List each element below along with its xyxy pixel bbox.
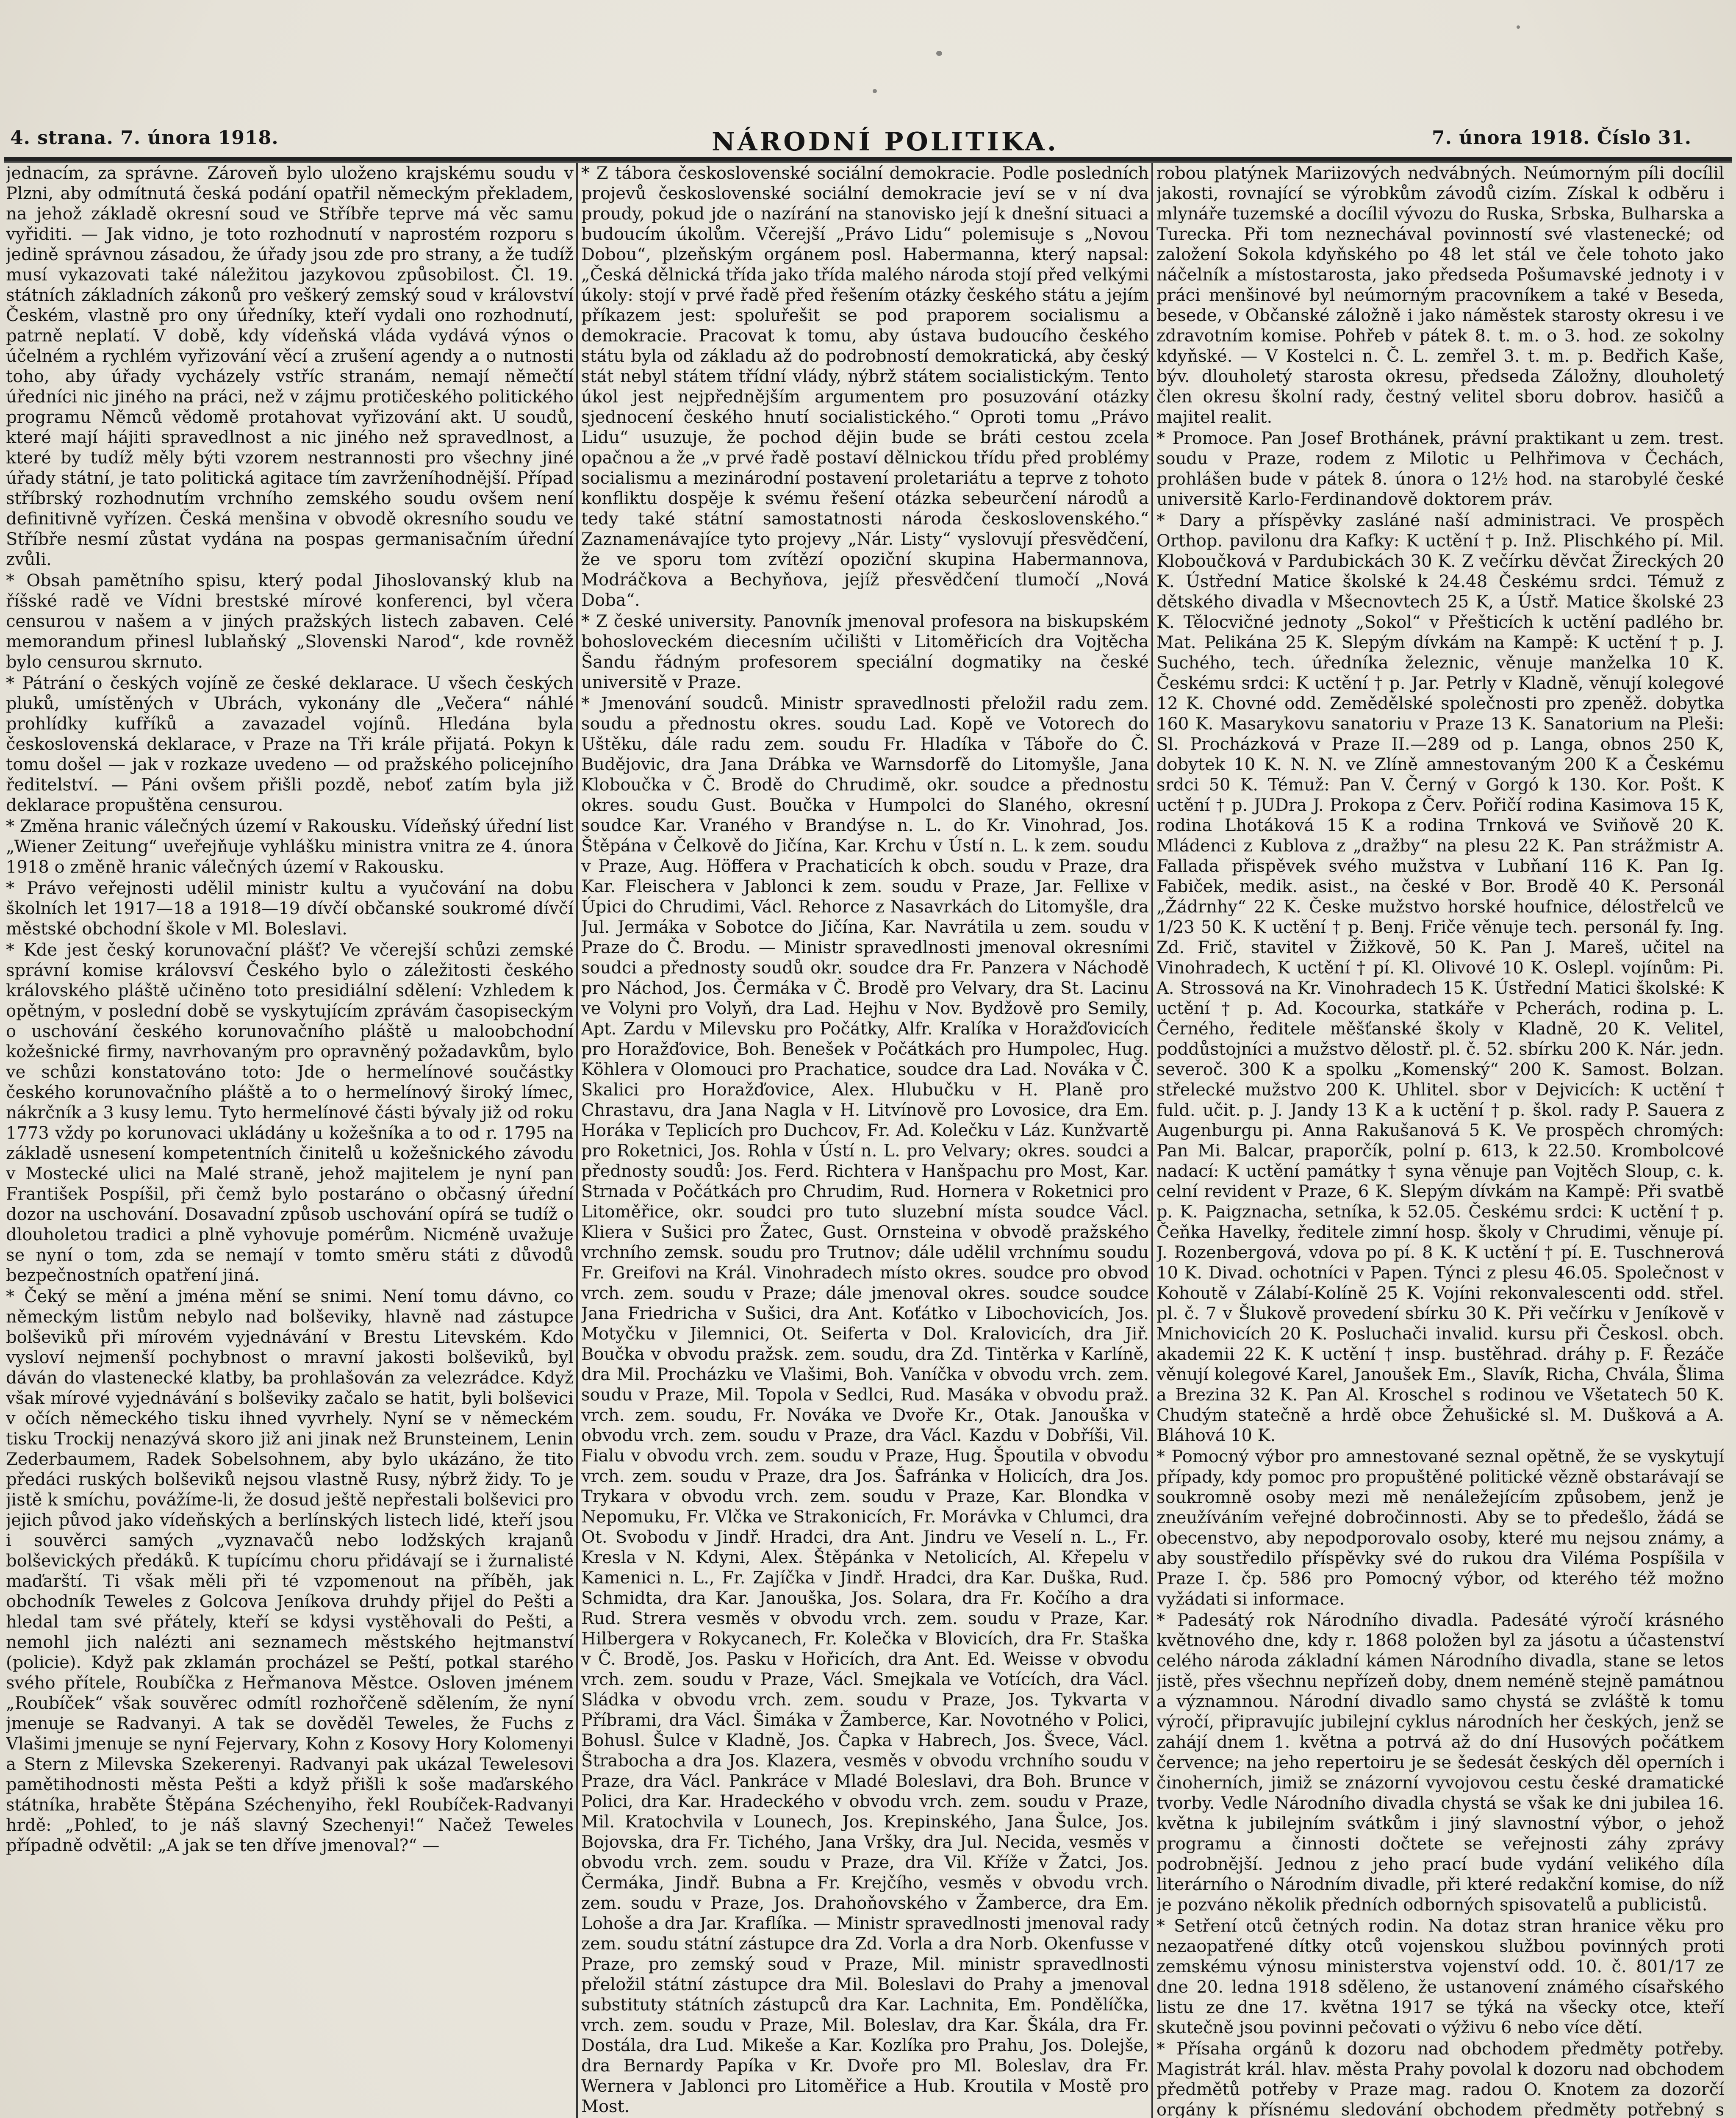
- article-paragraph: * Obsah pamětního spisu, který podal Jihoslovanský klub na říšské radě ve Vídni brestské mírové konferenci, byl včera censurou v našem a v jiných pražských listech zabaven. Celé memorandum přinesl lublaňský „Slovenski Narod“, kde rovněž bylo censurou skrnuto.: [6, 571, 574, 672]
- article-paragraph: * Setření otců četných rodin. Na dotaz stran hranice věku pro nezaopatřené dítky otců vojenskou službou povinných proti zemskému výnosu ministerstva vojenství odd. 10. č. 801/17 ze dne 20. ledna 1918 sděleno, že ustanovení známého císařského listu ze dne 17. května 1917 se týká na všecky otce, kteří skutečně jsou povinni pečovati o výživu 6 nebo více dětí.: [1156, 1916, 1724, 2038]
- article-paragraph: * Dary a příspěvky zasláné naší administraci. Ve prospěch Orthop. pavilonu dra Kafky: K uctění † p. Inž. Plischkého pí. Mil. Kloboučková v Pardubickách 30 K. Z večírku děvčat Žireckých 20 K. Ústřední Matice školské k 24.48 Českému srdci. Témuž z dětského divadla v Mšecnovtech 25 K, a Ústř. Matice školské 23 K. Tělocvičné jednoty „Sokol“ v Přešticích k uctění padlého br. Mat. Pelikána 25 K. Slepým dívkám na Kampě: K uctění † p. J. Suchého, tech. úředníka železnic, věnuje manželka 10 K. Českému srdci: K uctění † p. Jar. Petrly v Kladně, věnují kolegové 12 K. Chovné odd. Zemědělské společnosti pro zpeněž. dobytka 160 K. Masarykovu sanatoriu v Praze 13 K. Sanatorium na Pleši: Sl. Procházková v Praze II.—289 od p. Langa, obnos 250 K, dobytek 10 K. N. N. ve Zlíně amnestovaným 200 K a Českému srdci 50 K. Témuž: Pan V. Černý v Gorgó k 130. Kor. Pošt. K uctění † p. JUDra J. Prokopa z Červ. Pořičí rodina Kasimova 15 K, rodina Lhotáková 15 K a rodina Trnková ve Sviňově 20 K. Mládenci z Kublova z „dražby“ na plesu 22 K. Pan strážmistr A. Fallada přispěvek svého mužstva v Lubňaní 116 K. Pan Ig. Fabiček, medik. asist., na české v Bor. Brodě 40 K. Personál „Žádrnhy“ 22 K. Česke mužstvo horské houfnice, délostřelců ve 1/23 50 K. K uctění † p. Benj. Friče věnuje tech. personál fy. Ing. Zd. Frič, stavitel v Žižkově, 50 K. Pan J. Mareš, učitel na Vinohradech, K uctění † pí. Kl. Olivové 10 K. Oslepl. vojínům: Pi. A. Strossová na Kr. Vinohradech 15 K. Ústřední Matici školské: K uctění † p. Ad. Kocourka, statkáře v Pcherách, rodina p. L. Černého, ředitele měšťanské školy v Kladně, 20 K. Velitel, poddůstojníci a mužstvo dělostř. pl. č. 52. sbírku 200 K. Nár. jedn. severoč. 300 K a spolku „Komenský“ 200 K. Samost. Bolzan. střelecké mužstvo 200 K. Uhlitel. sbor v Dejvicích: K uctění † fuld. učit. p. J. Jandy 13 K a k uctění † p. škol. rady P. Sauera z Augenburgu pi. Anna Rakušanová 5 K. Ve prospěch chromých: Pan Mi. Balcar, praporčík, polní p. 613, k 22.50. Krombolcové nadací: K uctění památky † syna věnuje pan Vojtěch Sloup, c. k. celní revident v Praze, 6 K. Slepým dívkám na Kampě: Při svatbě p. K. Paigznacha, setníka, k 52.05. Českému srdci: K uctění † p. Čeňka Havelky, ředitele zimní hosp. školy v Chrudimi, věnuje pí. J. Rozenbergová, vdova po pí. 8 K. K uctění † pí. E. Tuschnerová 10 K. Divad. ochotníci v Papen. Týnci z plesu 46.05. Společnost v Kohoutě v Zálabí-Kolíně 25 K. Vojíni rekonvalescenti odd. střel. pl. č. 7 v Šlukově provedení sbírku 30 K. Při večírku v Jeníkově v Mnichovicích 20 K. Posluchači invalid. kursu při Českosl. obch. akademii 22 K. K uctění † insp. bustěhrad. dráhy p. F. Řezáče věnují kolegové Karel, Janoušek Em., Slavík, Richa, Chvála, Šlima a Brezina 32 K. Pan Al. Kroschel s rodinou ve Všetatech 50 K. Chudým statečně a hrdě obce Žehušické sl. M. Dušková a A. Bláhová 10 K.: [1156, 510, 1724, 1446]
- page-number-date: 4. strana. 7. února 1918.: [10, 127, 279, 149]
- article-paragraph: * Právo veřejnosti udělil ministr kultu a vyučování na dobu školních let 1917—18 a 1918—19 dívčí občanské soukromé dívčí městské obchodní škole v Ml. Boleslavi.: [6, 878, 574, 939]
- article-paragraph: * Z české university. Panovník jmenoval profesora na biskupském bohosloveckém diecesním učilišti v Litoměřicích dra Vojtěcha Šandu řádným profesorem speciální dogmatiky na české universitě v Praze.: [581, 611, 1149, 693]
- article-paragraph: * Pátrání o českých vojíně ze české deklarace. U všech českých pluků, umístěných v Ubrách, vykonány dle „Večera“ náhlé prohlídky kufříků a zavazadel vojínů. Hledána byla československá deklarace, v Praze na Tři krále přijatá. Pokyn k tomu došel — jak v rozkaze uvedeno — od pražského policejního ředitelství. — Páni ovšem přišli pozdě, neboť zatím byla již deklarace propuštěna censurou.: [6, 673, 574, 815]
- article-paragraph: * Z tábora československé sociální demokracie. Podle posledních projevů československé sociální demokracie jeví se v ní dva proudy, pokud jde o nazírání na stanovisko její k dnešní situaci a budoucím úkolům. Včerejší „Právo Lidu“ polemisuje s „Novou Dobou“, plzeňským orgánem posl. Habermanna, který napsal: „Česká dělnická třída jako třída malého národa stojí před velkými úkoly: stojí v prvé řadě před řešením otázky českého státu a jejím příkazem jest: spoluřešit se pod praporem socialismu a demokracie. Pracovat k tomu, aby ústava budoucího českého státu byla od základu až do podrobností demokratická, aby český stát nebyl státem třídní vlády, nýbrž státem socialistickým. Tento úkol jest nejpřednějším argumentem pro posuzování otázky sjednocení českého hnutí socialistického.“ Oproti tomu „Právo Lidu“ usuzuje, že pochod dějin bude se bráti cestou zcela opačnou a že „v prvé řadě postaví dělnickou třídu před problémy socialismu a mezinárodní postavení proletariátu a teprve z tohoto konfliktu dospěje k svému řešení otázka sebeurčení národů a tedy také státní samostatnosti národa československého.“ Zaznamenávajíce tyto projevy „Nár. Listy“ vyslovují přesvědčení, že ve sporu tom zvítězí opoziční skupina Habermannova, Modráčkova a Bechyňova, jejíž přesvědčení tlumočí „Nová Doba“.: [581, 163, 1149, 610]
- article-paragraph: * Promoce. Pan Josef Brothánek, právní praktikant u zem. trest. soudu v Praze, rodem z Milotic u Pelhřimova v Čechách, prohlášen bude v pátek 8. února o 12½ hod. na starobylé české universitě Karlo-Ferdinandově doktorem práv.: [1156, 428, 1724, 510]
- article-paragraph: jednacím, za správne. Zároveň bylo uloženo krajskému soudu v Plzni, aby odmítnutá česká podání opatřil německým překladem, na jehož základě okresní soud ve Stříbře teprve má věc samu vyřiditi. — Jak vidno, je toto rozhodnutí v naprostém rozporu s jedině správnou zásadou, že úřady jsou zde pro strany, a že tudíž musí vykazovati také náležitou jazykovou způsobilost. Čl. 19. státních základních zákonů pro veškerý zemský soud v království Českém, vlastně pro ony úředníky, kteří vydali ono rozhodnutí, patrně neplatí. V době, kdy vídeňská vláda vydává výnos o účelném a rychlém vyřizování věcí a zrušení agendy a o nutnosti toho, aby úřady vycházely vstříc stranám, nemají němečtí úředníci nic jiného na práci, než v zájmu protičeského politického programu Němců vědomě protahovat vyřizování akt. U soudů, které mají hájiti spravedlnost a nic jiného než spravedlnost, a které by tudíž měly býti vzorem nestrannosti pro všechny jiné úřady státní, je tato politická agitace tím zavrženíhodnější. Případ stříbrský rozhodnutím vrchního zemského soudu ovšem není definitivně vyřízen. Česká menšina v obvodě okresního soudu ve Stříbře nesmí zůstat vydána na pospas germanisačním úřední zvůli.: [6, 163, 574, 570]
- article-paragraph: * Jmenování soudců. Ministr spravedlnosti přeložil radu zem. soudu a přednostu okres. soudu Lad. Kopě ve Votorech do Uštěku, dále radu zem. soudu Fr. Hladíka v Táboře do Č. Budějovic, dra Jana Drábka ve Warnsdorfě do Litomyšle, Jana Kloboučka v Č. Brodě do Chrudimě, okr. soudce a přednostu okres. soudu Gust. Boučka v Humpolci do Slaného, okresní soudce Kar. Vraného v Brandýse n. L. do Kr. Vinohrad, Jos. Štěpána v Čelkově do Jičína, Kar. Krchu v Ústí n. L. k zem. soudu v Praze, Aug. Höffera v Prachaticích k obch. soudu v Praze, dra Kar. Fleischera v Jablonci k zem. soudu v Praze, Jar. Fellixe v Úpici do Chrudimi, Václ. Rehorce z Nasavrkách do Litomyšle, dra Jul. Jermáka v Sobotce do Jičína, Kar. Navrátila u zem. soudu v Praze do Č. Brodu. — Ministr spravedlnosti jmenoval okresními soudci a přednosty soudů okr. soudce dra Fr. Panzera v Náchodě pro Náchod, Jos. Čermáka v Č. Brodě pro Velvary, dra St. Lacinu ve Volyni pro Volyň, dra Lad. Hejhu v Nov. Bydžově pro Semily, Apt. Zardu v Milevsku pro Počátky, Alfr. Kralíka v Horažďovicích pro Horažďovice, Boh. Benešek v Počátkách pro Humpolec, Hug. Köhlera v Olomouci pro Prachatice, soudce dra Lad. Nováka v Č. Skalici pro Horažďovice, Alex. Hlubučku v H. Planě pro Chrastavu, dra Jana Nagla v H. Litvínově pro Lovosice, dra Em. Horáka v Teplicích pro Duchcov, Fr. Ad. Kolečku v Láz. Kunžvartě pro Roketnici, Jos. Rohla v Ústí n. L. pro Velvary; okres. soudci a přednosty soudů: Jos. Ferd. Richtera v Hanšpachu pro Most, Kar. Strnada v Počátkách pro Chrudim, Rud. Hornera v Roketnici pro Litoměřice, okr. soudci pro tuto sluzební místa soudce Václ. Kliera v Sušici pro Žatec, Gust. Ornsteina v obvodě pražského vrchního zemsk. soudu pro Trutnov; dále udělil vrchnímu soudu Fr. Greifovi na Král. Vinohradech místo okres. soudce pro obvod vrch. zem. soudu v Praze; dále jmenoval okres. soudce soudce Jana Friedricha v Sušici, dra Ant. Koťátko v Libochovicích, Jos. Motyčku v Jilemnici, Ot. Seiferta v Dol. Kralovicích, dra Jiř. Boučka v obvodu pražsk. zem. soudu, dra Zd. Tintěrka v Karlíně, dra Mil. Procházku ve Vlašimi, Boh. Vaníčka v obvodu vrch. zem. soudu v Praze, Mil. Topola v Sedlci, Rud. Masáka v obvodu praž. vrch. zem. soudu, Fr. Nováka ve Dvoře Kr., Otak. Janouška v obvodu vrch. zem. soudu v Praze, dra Václ. Kazdu v Dobříši, Vil. Fialu v obvodu vrch. zem. soudu v Praze, Hug. Špoutila v obvodu vrch. zem. soudu v Praze, dra Jos. Šafránka v Holicích, dra Jos. Trykara v obvodu vrch. zem. soudu v Praze, Kar. Blondka v Nepomuku, Fr. Vlčka ve Strakonicích, Fr. Morávka v Chlumci, dra Ot. Svobodu v Jindř. Hradci, dra Ant. Jindru ve Veselí n. L., Fr. Kresla v N. Kdyni, Alex. Štěpánka v Netolicích, Al. Křepelu v Kamenici n. L., Fr. Zajíčka v Jindř. Hradci, dra Kar. Duška, Rud. Schmidta, dra Kar. Janouška, Jos. Solara, dra Fr. Kočího a dra Rud. Strera vesměs v obvodu vrch. zem. soudu v Praze, Kar. Hilbergera v Rokycanech, Fr. Kolečka v Blovicích, dra Fr. Staška v Č. Brodě, Jos. Pasku v Hořicích, dra Ant. Ed. Weisse v obvodu vrch. zem. soudu v Praze, Václ. Smejkala ve Votících, dra Václ. Sládka v obvodu vrch. zem. soudu v Praze, Jos. Tykvarta v Příbrami, dra Václ. Šimáka v Žamberce, Kar. Novotného v Polici, Bohusl. Šulce v Kladně, Jos. Čapka v Habrech, Jos. Švece, Václ. Štrabocha a dra Jos. Klazera, vesměs v obvodu vrchního soudu v Praze, dra Václ. Pankráce v Mladé Boleslavi, dra Boh. Brunce v Polici, dra Kar. Hradeckého v obvodu vrch. zem. soudu v Praze, Mil. Kratochvila v Lounech, Jos. Krepinského, Jana Šulce, Jos. Bojovska, dra Fr. Tichého, Jana Vršky, dra Jul. Necida, vesměs v obvodu vrch. zem. soudu v Praze, dra Vil. Kříže v Žatci, Jos. Čermáka, Jindř. Bubna a Fr. Krejčího, vesměs v obvodu vrch. zem. soudu v Praze, Jos. Drahoňovského v Žamberce, dra Em. Lohoše a dra Jar. Kraflíka. — Ministr spravedlnosti jmenoval rady zem. soudu státní zástupce dra Zd. Vorla a dra Norb. Okenfusse v Praze, pro zemský soud v Praze, Mil. ministr spravedlnosti přeložil státní zástupce dra Mil. Boleslavi do Prahy a jmenoval substituty státních zástupců dra Kar. Lachnita, Em. Pondělíčka, vrch. zem. soudu v Praze, Mil. Boleslav, dra Kar. Škála, dra Fr. Dostála, dra Lud. Mikeše a Kar. Kozlíka pro Prahu, Jos. Dolejše, dra Bernardy Papíka v Kr. Dvoře pro Ml. Boleslav, dra Fr. Wernera v Jablonci pro Litoměřice a Hub. Kroutila v Mostě pro Most.: [581, 693, 1149, 2117]
- issue-date-number: 7. února 1918. Číslo 31.: [1432, 127, 1692, 149]
- article-paragraph: robou platýnek Mariizových nedvábných. Neúmorným píli docílil jakosti, rovnající se výrobkům závodů cizím. Získal k odběru i mlynáře tuzemské a docílil vývozu do Ruska, Srbska, Bulharska a Turecka. Při tom neznechával povinností své vlastenecké; od založení Sokola kdyňského po 48 let stál ve čele tohoto jako náčelník a místostarosta, jako předseda Pošumavské jednoty i v práci menšinové byl neúmorným pracovníkem a také v Beseda, besede, v Občanské záložně i jako náměstek starosty okresu i ve zdravotním komise. Pohřeb v pátek 8. t. m. o 3. hod. ze sokolny kdyňské. — V Kostelci n. Č. L. zemřel 3. t. m. p. Bedřich Kaše, býv. dlouholetý starosta okresu, předseda Záložny, dlouholetý člen okresu školní rady, čestný velitel sboru dobrov. hasičů a majitel realit.: [1156, 163, 1724, 427]
- article-paragraph: * Kde jest český korunovační plášť? Ve včerejší schůzi zemské správní komise královsví Českého bylo o záležitosti českého královského pláště učiněno toto presidiální sdělení: Vzhledem k opětným, v poslední době se vyskytujícím zprávám časopiseckým o uschování českého korunovačního pláště u maloobchodní kožešnické firmy, navrhovaným pro opravněný požadavkům, bylo ve schůzi konstatováno toto: Jde o hermelínové součástky českého korunovačního pláště a to o hermelínový široký límec, nákrčník a 3 kusy lemu. Tyto hermelínové části bývaly již od roku 1773 vždy po korunovaci ukládány u kožešníka a to od r. 1795 na základě usnesení kompetentních činitelů u kožešnického závodu v Mostecké ulici na Malé straně, jehož majitelem je nyní pan František Pospíšil, při čemž bylo postaráno o občasný úřední dozor na uschování. Dosavadní způsob uschování opírá se tudíž o dlouholetou tradici a plně vyhovuje pomérům. Nicméně uvažuje se nyní o tom, zda se nemají v tomto směru státi z důvodů bezpečnostních opatření jiná.: [6, 940, 574, 1286]
- article-paragraph: * Přísaha orgánů k dozoru nad obchodem předměty potřeby. Magistrát král. hlav. města Prahy povolal k dozoru nad obchodem předmětů potřeby v Praze mag. radou O. Knotem za dozorčí orgány k přísnému sledování obchodem předměty potřebný s: [1156, 2039, 1724, 2118]
- article-paragraph: * Změna hranic válečných území v Rakousku. Vídeňský úřední list „Wiener Zeitung“ uveřejňuje vyhlášku ministra vnitra ze 4. února 1918 o změně hranic válečných území v Rakousku.: [6, 816, 574, 877]
- newspaper-title: NÁRODNÍ POLITIKA.: [712, 127, 1059, 157]
- article-paragraph: * Pomocný výbor pro amnestované seznal opětně, že se vyskytují případy, kdy pomoc pro propuštěné politické vězně obstarávají se soukromně osoby mezi mě nenáležejícím způsobem, jenž je zneužíváním veřejné dobročinnosti. Aby se to předešlo, žádá se obecenstvo, aby nepodporovalo osoby, které mu nejsou známy, a aby soustředilo příspěvky své do rukou dra Viléma Pospíšila v Praze I. čp. 586 pro Pomocný výbor, od kterého též možno vyžádati si informace.: [1156, 1447, 1724, 1609]
- article-paragraph: * Čeký se mění a jména mění se snimi. Není tomu dávno, co německým listům nebylo nad bolševiky, hlavně nad zástupce bolševiků při mírovém vyjednávání v Brestu Litevském. Kdo vysloví nejmenší pochybnost o mravní jakosti bolševiků, byl dáván do vlastenecké klatby, ba prohlašován za velezrádce. Když však mírové vyjednávání s bolševiky začalo se hatit, byli bolševici v očích německého tisku ihned vyvrhely. Nyní se v německém tisku Trockij nenazývá skoro již ani jinak než Brunsteinem, Lenin Zederbaumem, Radek Sobelsohnem, aby bylo ukázáno, že tito předáci ruských bolševiků nejsou vlastně Rusy, nýbrž židy. To je jistě k smíchu, povážíme-li, že dosud ještě nepřestali bolševici pro jejich původ jako vídeňských a berlínských listech lidé, kteří jsou i souvěrci samých „vyznavačů nebo lodžských krajanů bolševických předáků. K tupícímu choru přidávají se i žurnalisté maďarští. Ti však měli při té vzpomenout na příběh, jak obchodník Teweles z Golcova Jeníkova druhdy přijel do Pešti a hledal tam své přátely, kteří se kdysi vystěhovali do Pešti, a nemohl jich nalézti ani seznamech městského hejtmanství (policie). Když pak zklamán procházel se Peští, potkal starého svého přítele, Roubíčka z Heřmanova Městce. Osloven jménem „Roubíček“ však souvěrec odmítl rozhořčeně sdělením, že nyní jmenuje se Radvanyi. A tak se dověděl Teweles, že Fuchs z Vlašimi jmenuje se nyní Fejervary, Kohn z Kosovy Hory Kolomenyi a Stern z Milevska Szekerenyi. Radvanyi pak ukázal Tewelesovi pamětihodnosti města Pešti a když přišli k soše maďarského státníka, hraběte Štěpána Széchenyiho, řekl Roubíček-Radvanyi hrdě: „Pohleď, to je náš slavný Szechenyi!“ Načež Teweles případně odvětil: „A jak se ten dříve jmenoval?“ —: [6, 1286, 574, 1856]
- article-paragraph: * Padesátý rok Národního divadla. Padesáté výročí krásného květnového dne, kdy r. 1868 položen byl za jásotu a účastenství celého národa základní kámen Národního divadla, stane se letos jistě, přes všechnu nepřízeň doby, dnem neméně stejně památnou a významnou. Národní divadlo samo chystá se zvláště k tomu výročí, připravujíc jubilejní cyklus národních her českých, jenž se zahájí dnem 1. května a potrvá až do dní Husových počátkem července; na jeho repertoiru je se šedesát českých děl operních i činoherních, jimiž se znázorní vyvojovou cestu české dramatické tvorby. Vedle Národního divadla chystá se však ke dni jubilea 16. května k jubilejním svátkům i jiný slavnostní výbor, o jehož programu a činnosti dočtete se veřejnosti záhy zprávy podrobnější. Jednou z jeho prací bude vydání velikého díla literárního o Národním divadle, při které redakční komise, do níž je pozváno několik předních odborných spisovatelů a publicistů.: [1156, 1610, 1724, 1915]
